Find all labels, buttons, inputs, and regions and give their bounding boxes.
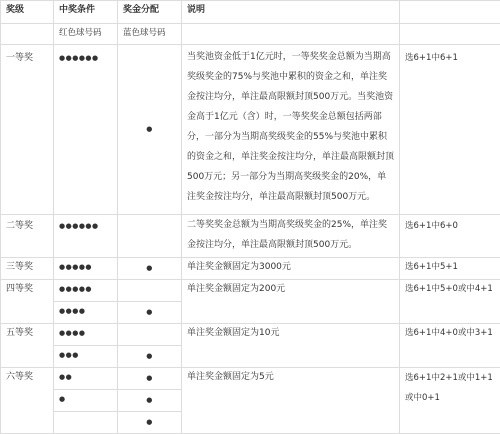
blue-ball-pattern: ● bbox=[118, 390, 182, 412]
blue-ball-pattern bbox=[118, 324, 182, 346]
prize-level: 二等奖 bbox=[1, 215, 54, 258]
subheader-blue-label: 蓝色球号码 bbox=[118, 24, 182, 45]
red-ball-pattern: ●●●●● bbox=[54, 258, 118, 280]
header-desc: 说明 bbox=[182, 1, 400, 24]
prize-description: 二等奖奖金总额为当期高奖级奖金的25%，单注奖金按注均分，单注最高限额封顶500万元。 bbox=[182, 215, 400, 258]
table-header-row bbox=[1, 1, 500, 24]
red-ball-pattern: ●●●● bbox=[54, 324, 118, 346]
blue-ball-pattern: ● bbox=[118, 302, 182, 324]
red-ball-pattern: ●●●●● bbox=[54, 280, 118, 302]
table-subheader-row bbox=[1, 24, 500, 45]
blue-ball-pattern bbox=[118, 280, 182, 302]
prize-description-text: 当奖池资金低于1亿元时，一等奖奖金总额为当期高奖级奖金的75%与奖池中累积的资金之和，单注奖金按注均分，单注最高限额封顶500万元。当奖池资金高于1亿元（含）时，一等奖奖金总额包括两部分，一部分为当期高奖级奖金的55%与奖池中累积的资金之和，单注奖金按注均分，单注最高限额封顶500万元；另一部分为当期高奖级奖金的20%，单注奖金按注均分，单注最高限额封顶500万元。 bbox=[187, 45, 395, 207]
prize-level: 五等奖 bbox=[1, 324, 54, 368]
header-level: 奖级 bbox=[1, 1, 54, 24]
table-row bbox=[1, 280, 500, 302]
winning-combination: 选6+1中6+1 bbox=[400, 45, 500, 215]
table-row bbox=[1, 45, 500, 215]
prize-level: 一等奖 bbox=[1, 45, 54, 215]
blue-ball-pattern: ● bbox=[118, 412, 182, 434]
red-ball-pattern: ● bbox=[54, 390, 118, 412]
table-row bbox=[1, 258, 500, 280]
prize-description: 单注奖金额固定为5元 bbox=[182, 368, 400, 434]
winning-combination: 选6+1中5+0或中4+1 bbox=[400, 280, 500, 324]
winning-combination: 选6+1中2+1或中1+1或中0+1 bbox=[400, 368, 500, 434]
blue-ball-pattern: ● bbox=[118, 45, 182, 215]
prize-level: 三等奖 bbox=[1, 258, 54, 280]
prize-description bbox=[182, 45, 400, 215]
header-prize: 奖金分配 bbox=[118, 1, 182, 24]
blue-ball-pattern: ● bbox=[118, 368, 182, 390]
red-ball-pattern: ●●●● bbox=[54, 302, 118, 324]
blue-ball-pattern: ● bbox=[118, 258, 182, 280]
prize-description: 单注奖金额固定为3000元 bbox=[182, 258, 400, 280]
subheader-empty-odds bbox=[400, 24, 500, 45]
prize-description: 单注奖金额固定为10元 bbox=[182, 324, 400, 368]
blue-ball-pattern bbox=[118, 215, 182, 258]
subheader-red-label: 红色球号码 bbox=[54, 24, 118, 45]
table-row bbox=[1, 324, 500, 346]
winning-combination: 选6+1中6+0 bbox=[400, 215, 500, 258]
blue-ball-pattern: ● bbox=[118, 346, 182, 368]
table-row bbox=[1, 215, 500, 258]
winning-combination: 选6+1中5+1 bbox=[400, 258, 500, 280]
red-ball-pattern: ●●● bbox=[54, 346, 118, 368]
winning-combination: 选6+1中4+0或中3+1 bbox=[400, 324, 500, 368]
red-ball-pattern: ●●●●●● bbox=[54, 45, 118, 215]
red-ball-pattern: ●● bbox=[54, 368, 118, 390]
table-row bbox=[1, 368, 500, 390]
red-ball-pattern: ●●●●●● bbox=[54, 215, 118, 258]
prize-description: 单注奖金额固定为200元 bbox=[182, 280, 400, 324]
header-condition: 中奖条件 bbox=[54, 1, 118, 24]
subheader-empty-level bbox=[1, 24, 54, 45]
subheader-empty-desc bbox=[182, 24, 400, 45]
prize-level: 四等奖 bbox=[1, 280, 54, 324]
header-empty bbox=[400, 1, 500, 24]
prize-level: 六等奖 bbox=[1, 368, 54, 434]
